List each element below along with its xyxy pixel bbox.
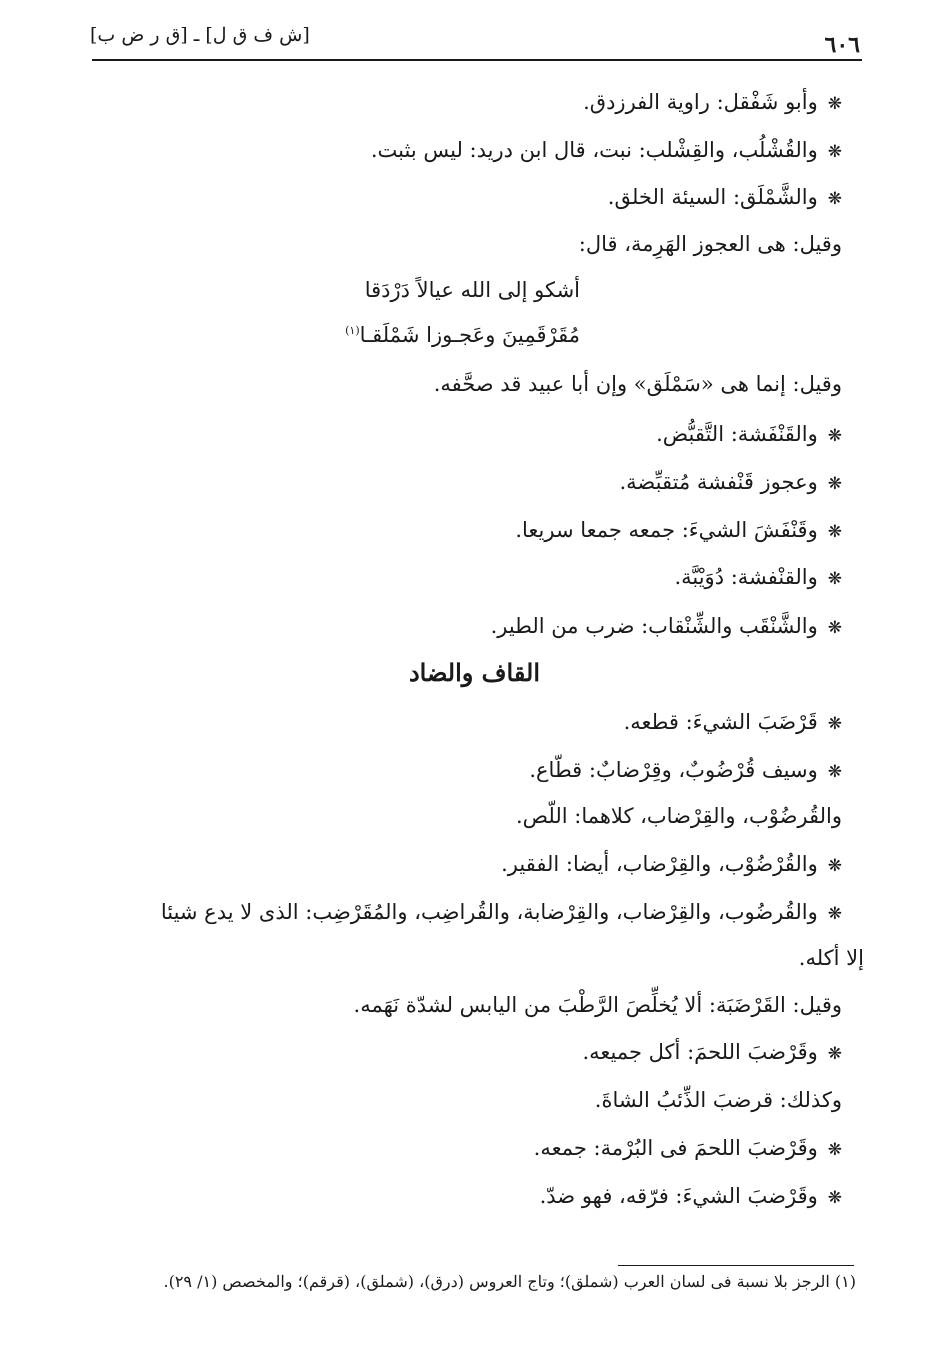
entry-line-8: ❋وقَنْفَشَ الشيءَ: جمعه جمعا سريعا.: [515, 518, 842, 542]
entry-line-9: ❋والقنْفشة: دُوَيْبَّة.: [674, 565, 842, 589]
entry-line-3: ❋والشَّمْلَق: السيئة الخلق.: [607, 185, 842, 209]
star-icon: ❋: [827, 714, 842, 734]
star-icon: ❋: [827, 474, 842, 494]
star-icon: ❋: [827, 1188, 842, 1208]
footnote-rule: [618, 1265, 854, 1266]
entry-line-16: إلا أكله.: [798, 946, 864, 970]
running-head: [ش ف ق ل] ـ [ق ر ض ب]: [90, 24, 310, 46]
entry-line-19: وكذلك: قرضبَ الذِّئبُ الشاةَ.: [594, 1088, 842, 1112]
star-icon: ❋: [827, 522, 842, 542]
entry-line-10: ❋والشَّنْقَب والشِّنْقاب: ضرب من الطير.: [490, 614, 842, 638]
star-icon: ❋: [827, 569, 842, 589]
entry-line-18: ❋وقَرْضبَ اللحمَ: أكل جميعه.: [582, 1040, 842, 1064]
entry-line-7: ❋وعجوز قَنْفشة مُتقبِّضة.: [619, 470, 842, 494]
entry-line-17: وقيل: القَرْضَبَة: ألا يُخلِّصَ الرَّطْبَ من اليابس لشدّة نَهَمه.: [353, 993, 842, 1017]
verse-line-2: مُقَرْقَمِينَ وعَجـوزا شَمْلَقـا$^{(١)}$: [345, 323, 580, 347]
header-rule: [92, 59, 862, 61]
entry-line-2: ❋والقُشْلُب، والقِشْلب: نبت، قال ابن دريد: ليس بثبت.: [370, 138, 842, 162]
entry-line-15: ❋والقُرضُوب، والقِرْضاب، والقِرْضابة، والقُراضِب، والمُقَرْضِب: الذى لا يدع شيئا: [160, 900, 842, 924]
verse-line-1: أشكو إلى الله عيالاً دَرْدَقا: [364, 278, 580, 302]
star-icon: ❋: [827, 904, 842, 924]
entry-line-6: ❋والقَنْفَشة: التَّقبُّض.: [656, 422, 842, 446]
star-icon: ❋: [827, 142, 842, 162]
entry-line-13: والقُرضُوْب، والقِرْضاب، كلاهما: اللّص.: [515, 804, 842, 828]
entry-line-4: وقيل: هى العجوز الهَرِمة، قال:: [578, 232, 842, 256]
star-icon: ❋: [827, 426, 842, 446]
section-heading: القاف والضاد: [408, 658, 540, 687]
entry-line-1: ❋وأبو شَفْقل: راوية الفرزدق.: [583, 90, 842, 114]
entry-line-21: ❋وقَرْضبَ الشيءَ: فرّقه، فهو ضدّ.: [539, 1184, 842, 1208]
entry-line-5: وقيل: إنما هى «سَمْلَق» وإن أبا عبيد قد صحَّفه.: [433, 372, 842, 396]
entry-line-20: ❋وقَرْضبَ اللحمَ فى البُرْمة: جمعه.: [533, 1136, 842, 1160]
entry-line-12: ❋وسيف قُرْضُوبٌ، وقِرْضابٌ: قطّاع.: [529, 758, 842, 782]
star-icon: ❋: [827, 856, 842, 876]
entry-line-11: ❋قَرْضَبَ الشيءَ: قطعه.: [623, 710, 842, 734]
footnote-marker: (١): [345, 324, 360, 337]
star-icon: ❋: [827, 94, 842, 114]
star-icon: ❋: [827, 189, 842, 209]
star-icon: ❋: [827, 1044, 842, 1064]
footnote: (١) الرجز بلا نسبة فى لسان العرب (شملق)؛ وتاج العروس (درق)، (شملق)، (قرقم)؛ والمخصص (١/ ٢٩).: [163, 1272, 856, 1291]
star-icon: ❋: [827, 1140, 842, 1160]
page-number: ٦٠٦: [824, 32, 860, 58]
entry-line-14: ❋والقُرْضُوْب، والقِرْضاب، أيضا: الفقير.: [501, 852, 842, 876]
star-icon: ❋: [827, 618, 842, 638]
star-icon: ❋: [827, 762, 842, 782]
